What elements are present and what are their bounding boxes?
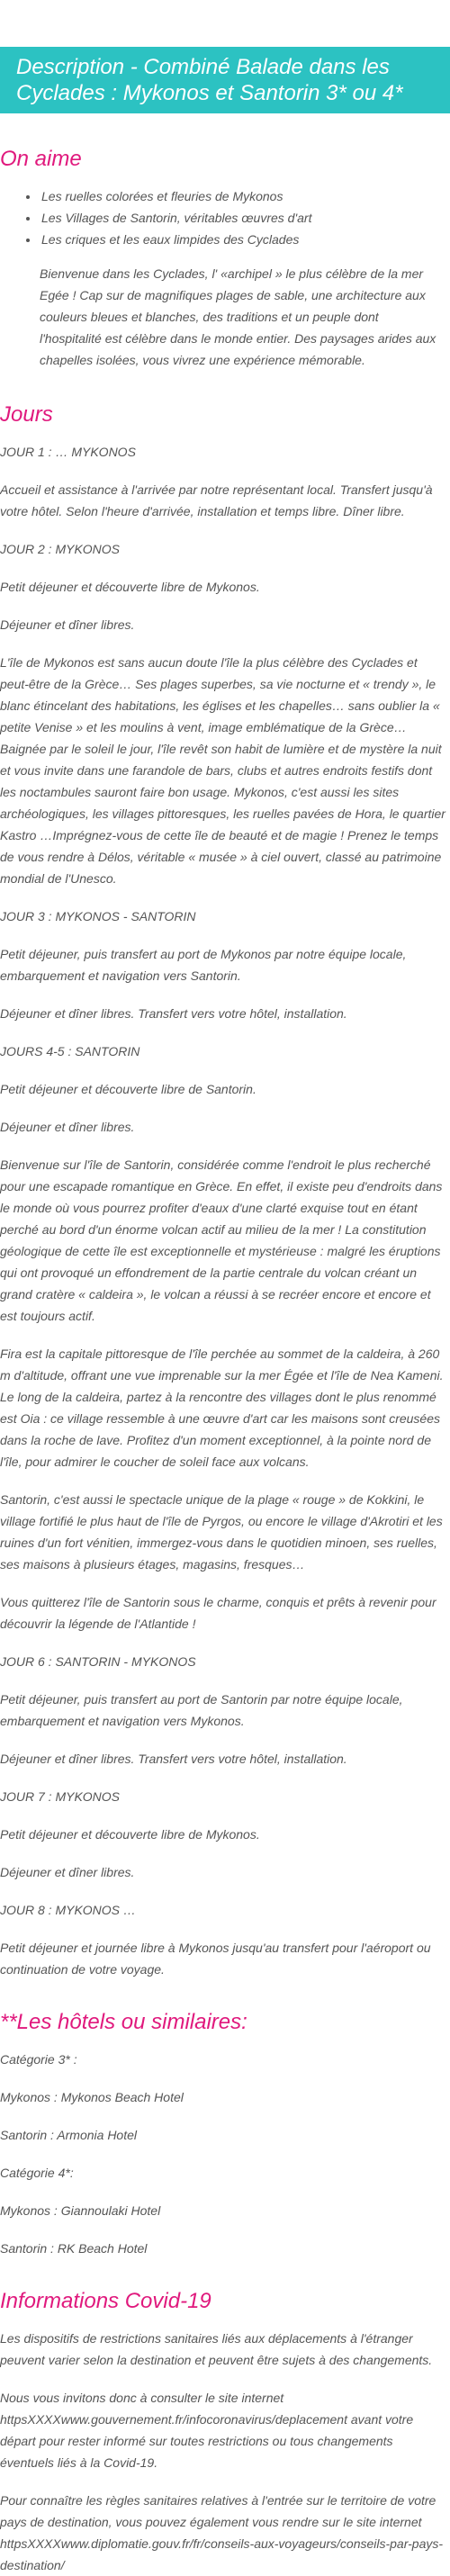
day-6-title: JOUR 6 : SANTORIN - MYKONOS	[0, 1654, 196, 1669]
hotel-item: Santorin : Armonia Hotel	[0, 2128, 137, 2142]
covid-text-3: Pour connaître les règles sanitaires relatives à l'entrée sur le territoire de votre pays de destination, vous pouvez également vous rendre sur le site internet httpsXXXXwww.diplomatie.gouv.fr/fr/conseils-aux-voyageurs/conseils-par-pays-destination/	[0, 2493, 444, 2572]
hotels-heading: **Les hôtels ou similaires:	[0, 2010, 248, 2034]
covid-text-2: Nous vous invitons donc à consulter le site internet httpsXXXXwww.gouvernement.fr/infocoronavirus/deplacement avant votre départ pour rester informé sur toutes restrictions ou tous changements éventuels liés à la Covid-19.	[0, 2391, 414, 2470]
list-item: • Les Villages de Santorin, véritables œuvres d'art	[40, 207, 450, 229]
hotel-item: Mykonos : Giannoulaki Hotel	[0, 2203, 161, 2218]
day-1-title: JOUR 1 : … MYKONOS	[0, 445, 136, 459]
hotels-list	[0, 2049, 450, 2259]
day-8-title: JOUR 8 : MYKONOS …	[0, 1903, 136, 1917]
day-3-text-2: Déjeuner et dîner libres. Transfert vers votre hôtel, installation.	[0, 1006, 347, 1021]
hotel-item: Santorin : RK Beach Hotel	[0, 2241, 148, 2256]
day-2-text-3: L'île de Mykonos est sans aucun doute l'île la plus célèbre des Cyclades et peut-être de la Grèce… Ses plages superbes, sa vie nocturne et « trendy », le blanc étincelant des habitations, les églises et les chapelles… sans oublier la « petite Venise » et les moulins à vent, image emblématique de la Grèce… Baignée par le soleil le jour, l'île revêt son habit de lumière et de mystère la nuit et vous invite dans une farandole de bars, clubs et autres endroits festifs dont les noctambules sauront faire bon usage. Mykonos, c'est aussi les sites archéologiques, les villages pittoresques, les ruelles pavées de Hora, le quartier Kastro …Imprégnez-vous de cette île de beauté et de magie ! Prenez le temps de vous rendre à Délos, véritable « musée » à ciel ouvert, classé au patrimoine mondial de l'Unesco.	[0, 655, 446, 886]
day-4-5-text-5: Santorin, c'est aussi le spectacle unique de la plage « rouge » de Kokkini, le village fortifié le plus haut de l'île de Pyrgos, ou encore le village d'Akrotiri et les ruines d'un fort vénitien, immergez-vous dans le quotidien minoen, ses ruelles, ses maisons à plusieurs étages, magasins, fresques…	[0, 1492, 443, 1572]
day-6-text-1: Petit déjeuner, puis transfert au port de Santorin par notre équipe locale, embarquement et navigation vers Mykonos.	[0, 1692, 403, 1728]
covid-heading: Informations Covid-19	[0, 2289, 212, 2313]
day-4-5-title: JOURS 4-5 : SANTORIN	[0, 1044, 140, 1058]
day-4-5-text-4: Fira est la capitale pittoresque de l'île perchée au sommet de la caldeira, à 260 m d'altitude, offrant une vue imprenable sur la mer Égée et l'île de Nea Kameni. Le long de la caldeira, partez à la rencontre des villages dont le plus renommé est Oia : ce village ressemble à une œuvre d'art car les maisons sont creusées dans la roche de lave. Profitez d'un moment exceptionnel, à la pointe nord de l'île, pour admirer le coucher de soleil face aux volcans.	[0, 1347, 444, 1469]
itinerary	[0, 441, 450, 1980]
day-3-title: JOUR 3 : MYKONOS - SANTORIN	[0, 909, 196, 923]
list-item: • Les criques et les eaux limpides des Cyclades	[40, 229, 450, 250]
page-title: Description - Combiné Balade dans les Cyclades : Mykonos et Santorin 3* ou 4*	[16, 55, 403, 105]
day-4-5-text-1: Petit déjeuner et découverte libre de Santorin.	[0, 1082, 256, 1096]
day-2-text-1: Petit déjeuner et découverte libre de Mykonos.	[0, 580, 260, 594]
category-4-label: Catégorie 4*:	[0, 2166, 74, 2180]
day-8-text: Petit déjeuner et journée libre à Mykonos jusqu'au transfert pour l'aéroport ou continuation de votre voyage.	[0, 1941, 431, 1977]
day-7-text-1: Petit déjeuner et découverte libre de Mykonos.	[0, 1827, 260, 1842]
day-4-5-text-3: Bienvenue sur l'île de Santorin, considérée comme l'endroit le plus recherché pour une escapade romantique en Grèce. En effet, il existe peu d'endroits dans le monde où vous pourrez profiter d'eaux d'une clarté exquise tout en étant perché au bord d'un énorme volcan actif au milieu de la mer ! La constitution géologique de cette île est exceptionnelle et mystérieuse : malgré les éruptions qui ont provoqué un effondrement de la partie centrale du volcan créant un grand cratère « caldeira », le volcan a réussi à se recréer encore et encore et est toujours actif.	[0, 1157, 443, 1323]
category-3-label: Catégorie 3* :	[0, 2052, 77, 2067]
page-title-banner	[0, 47, 450, 113]
on-aime-heading: On aime	[0, 147, 82, 171]
covid-info	[0, 2328, 450, 2576]
day-4-5-text-2: Déjeuner et dîner libres.	[0, 1120, 135, 1134]
day-4-5-text-6: Vous quitterez l'île de Santorin sous le charme, conquis et prêts à revenir pour découvrir la légende de l'Atlantide !	[0, 1595, 436, 1631]
day-7-text-2: Déjeuner et dîner libres.	[0, 1865, 135, 1879]
list-item: • Les ruelles colorées et fleuries de Mykonos	[40, 185, 450, 207]
day-6-text-2: Déjeuner et dîner libres. Transfert vers votre hôtel, installation.	[0, 1752, 347, 1766]
on-aime-list	[0, 185, 450, 250]
jours-heading: Jours	[0, 402, 53, 427]
day-3-text-1: Petit déjeuner, puis transfert au port de Mykonos par notre équipe locale, embarquement et navigation vers Santorin.	[0, 947, 407, 983]
day-2-title: JOUR 2 : MYKONOS	[0, 542, 121, 556]
page	[0, 47, 450, 2576]
covid-text-1: Les dispositifs de restrictions sanitaires liés aux déplacements à l'étranger peuvent varier selon la destination et peuvent être sujets à des changements.	[0, 2331, 433, 2367]
hotel-item: Mykonos : Mykonos Beach Hotel	[0, 2090, 184, 2104]
intro-paragraph: Bienvenue dans les Cyclades, l' «archipel » le plus célèbre de la mer Egée ! Cap sur de magnifiques plages de sable, une architecture aux couleurs bleues et blanches, des traditions et un peuple dont l'hospitalité est célèbre dans le monde entier. Des paysages arides aux chapelles isolées, vous vivrez une expérience mémorable.	[40, 266, 436, 367]
day-1-text: Accueil et assistance à l'arrivée par notre représentant local. Transfert jusqu'à votre hôtel. Selon l'heure d'arrivée, installation et temps libre. Dîner libre.	[0, 482, 433, 518]
day-7-title: JOUR 7 : MYKONOS	[0, 1789, 121, 1804]
day-2-text-2: Déjeuner et dîner libres.	[0, 617, 135, 632]
